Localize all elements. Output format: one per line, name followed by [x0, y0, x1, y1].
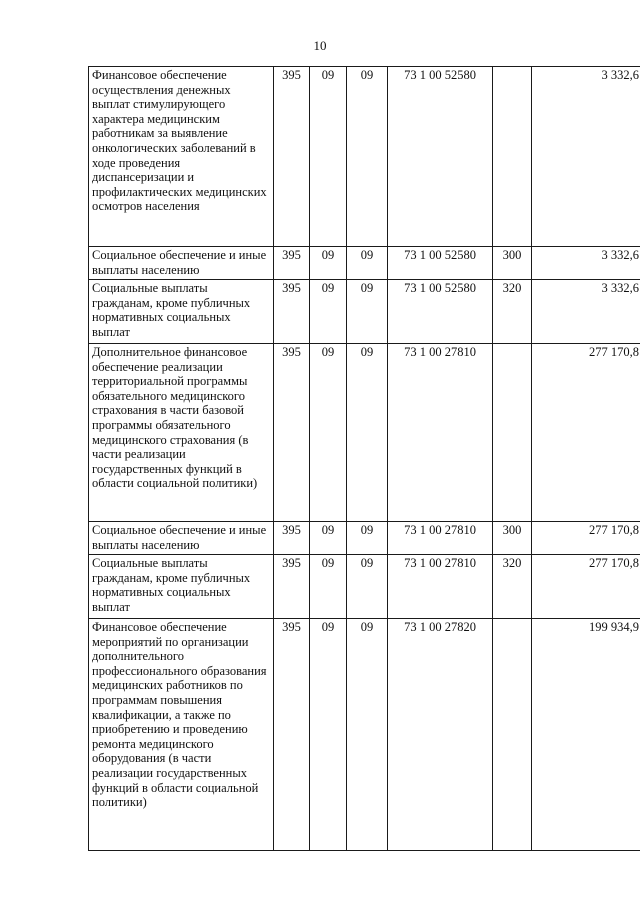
table-row	[89, 619, 640, 851]
row-expense-type-cell	[493, 67, 532, 247]
row-code-cell: 395	[274, 344, 310, 522]
row-section-cell: 09	[310, 344, 347, 522]
row-name-cell: Финансовое обеспечение мероприятий по организации дополнительного профессионального образования медицинских работников по программам повышения квалификации, а также по приобретению и проведению ремонта медицинского оборудования (в части реализации государственных функций в области социальной политики)	[89, 619, 274, 851]
row-code-cell: 395	[274, 522, 310, 555]
table-row	[89, 280, 640, 344]
row-amount-cell: 277 170,8	[532, 555, 640, 619]
row-name-cell: Социальное обеспечение и иные выплаты населению	[89, 247, 274, 280]
row-code-cell: 395	[274, 67, 310, 247]
row-article-cell: 73 1 00 52580	[388, 67, 493, 247]
row-amount-cell: 3 332,6	[532, 67, 640, 247]
row-expense-type-cell: 320	[493, 280, 532, 344]
row-expense-type-cell: 320	[493, 555, 532, 619]
table-row	[89, 522, 640, 555]
row-amount-cell: 3 332,6	[532, 280, 640, 344]
row-subsection-cell: 09	[347, 280, 388, 344]
row-section-cell: 09	[310, 280, 347, 344]
row-subsection-cell: 09	[347, 619, 388, 851]
row-subsection-cell: 09	[347, 247, 388, 280]
row-amount-cell: 277 170,8	[532, 344, 640, 522]
row-name-cell: Финансовое обеспечение осуществления денежных выплат стимулирующего характера медицинским работникам за выявление онкологических заболеваний в ходе проведения диспансеризации и профилактических медицинских осмотров населения	[89, 67, 274, 247]
row-article-cell: 73 1 00 52580	[388, 280, 493, 344]
row-subsection-cell: 09	[347, 522, 388, 555]
row-expense-type-cell: 300	[493, 247, 532, 280]
row-article-cell: 73 1 00 27810	[388, 344, 493, 522]
row-subsection-cell: 09	[347, 67, 388, 247]
row-article-cell: 73 1 00 27810	[388, 522, 493, 555]
row-subsection-cell: 09	[347, 344, 388, 522]
row-name-cell: Социальное обеспечение и иные выплаты населению	[89, 522, 274, 555]
row-article-cell: 73 1 00 27820	[388, 619, 493, 851]
row-name-cell: Дополнительное финансовое обеспечение реализации территориальной программы обязательного медицинского страхования в части базовой программы обязательного медицинского страхования (в части реализации государственных функций в области социальной политики)	[89, 344, 274, 522]
row-section-cell: 09	[310, 619, 347, 851]
row-section-cell: 09	[310, 522, 347, 555]
table-row	[89, 247, 640, 280]
row-section-cell: 09	[310, 555, 347, 619]
page-number: 10	[313, 38, 327, 53]
table-row	[89, 67, 640, 247]
row-subsection-cell: 09	[347, 555, 388, 619]
row-amount-cell: 3 332,6	[532, 247, 640, 280]
row-section-cell: 09	[310, 67, 347, 247]
budget-table	[88, 66, 640, 851]
row-article-cell: 73 1 00 27810	[388, 555, 493, 619]
row-name-cell: Социальные выплаты гражданам, кроме публичных нормативных социальных выплат	[89, 555, 274, 619]
row-expense-type-cell	[493, 619, 532, 851]
row-section-cell: 09	[310, 247, 347, 280]
row-expense-type-cell: 300	[493, 522, 532, 555]
row-amount-cell: 199 934,9	[532, 619, 640, 851]
table-row	[89, 555, 640, 619]
row-code-cell: 395	[274, 619, 310, 851]
row-code-cell: 395	[274, 555, 310, 619]
table-row	[89, 344, 640, 522]
row-code-cell: 395	[274, 247, 310, 280]
row-expense-type-cell	[493, 344, 532, 522]
row-article-cell: 73 1 00 52580	[388, 247, 493, 280]
row-name-cell: Социальные выплаты гражданам, кроме публичных нормативных социальных выплат	[89, 280, 274, 344]
row-code-cell: 395	[274, 280, 310, 344]
row-amount-cell: 277 170,8	[532, 522, 640, 555]
